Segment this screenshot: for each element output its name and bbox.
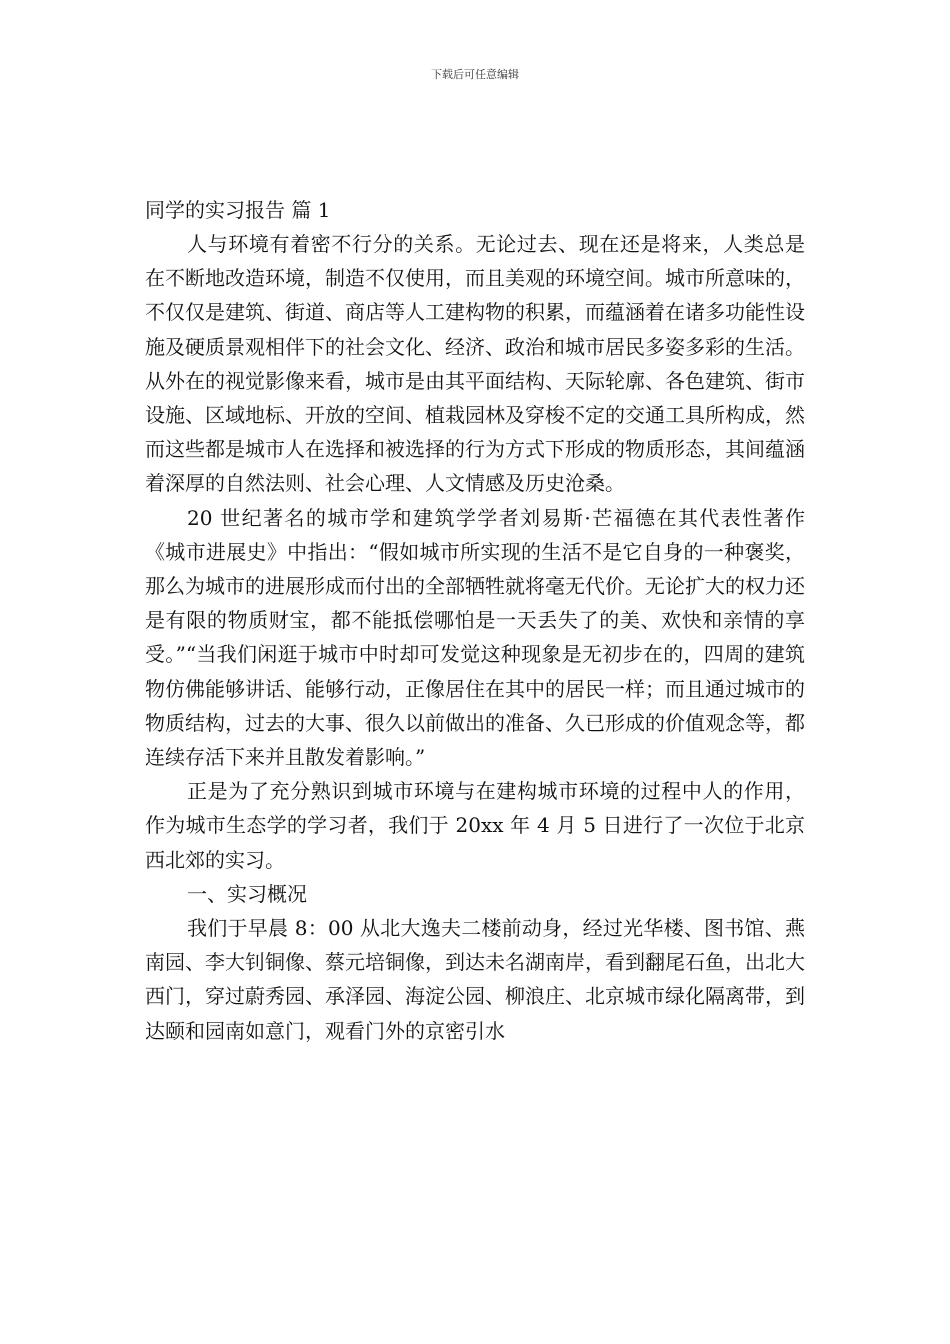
paragraph-3: 正是为了充分熟识到城市环境与在建构城市环境的过程中人的作用，作为城市生态学的学习者，我们于 20xx 年 4 月 5 日进行了一次位于北京西北郊的实习。 <box>145 779 805 872</box>
document-body <box>145 194 805 1048</box>
document-title: 同学的实习报告 篇 1 <box>145 198 331 222</box>
section-heading: 一、实习概况 <box>187 881 307 906</box>
section-paragraph: 我们于早晨 8：00 从北大逸夫二楼前动身，经过光华楼、图书馆、燕南园、李大钊铜像、蔡元培铜像，到达未名湖南岸，看到翻尾石鱼，出北大西门，穿过蔚秀园、承泽园、海淀公园、柳浪庄、北京城市绿化隔离带，到达颐和园南如意门，观看门外的京密引水 <box>145 916 805 1043</box>
page-header-note: 下载后可任意编辑 <box>431 68 519 81</box>
paragraph-2: 20 世纪著名的城市学和建筑学学者刘易斯·芒福德在其代表性著作《城市进展史》中指出：“假如城市所实现的生活不是它自身的一种褒奖，那么为城市的进展形成而付出的全部牺牲就将毫无代价。无论扩大的权力还是有限的物质财宝，都不能抵偿哪怕是一天丢失了的美、欢快和亲情的享受。”“当我们闲逛于城市中时却可发觉这种现象是无初步在的，四周的建筑物仿佛能够讲话、能够行动，正像居住在其中的居民一样；而且通过城市的物质结构，过去的大事、很久以前做出的准备、久已形成的价值观念等，都连续存活下来并且散发着影响。” <box>145 505 805 770</box>
paragraph-1: 人与环境有着密不行分的关系。无论过去、现在还是将来，人类总是在不断地改造环境，制造不仅使用，而且美观的环境空间。城市所意味的，不仅仅是建筑、街道、商店等人工建构物的积累，而蕴涵着在诸多功能性设施及硬质景观相伴下的社会文化、经济、政治和城市居民多姿多彩的生活。从外在的视觉影像来看，城市是由其平面结构、天际轮廓、各色建筑、街市设施、区域地标、开放的空间、植栽园林及穿梭不定的交通工具所构成，然而这些都是城市人在选择和被选择的行为方式下形成的物质形态，其间蕴涵着深厚的自然法则、社会心理、人文情感及历史沧桑。 <box>145 232 805 496</box>
